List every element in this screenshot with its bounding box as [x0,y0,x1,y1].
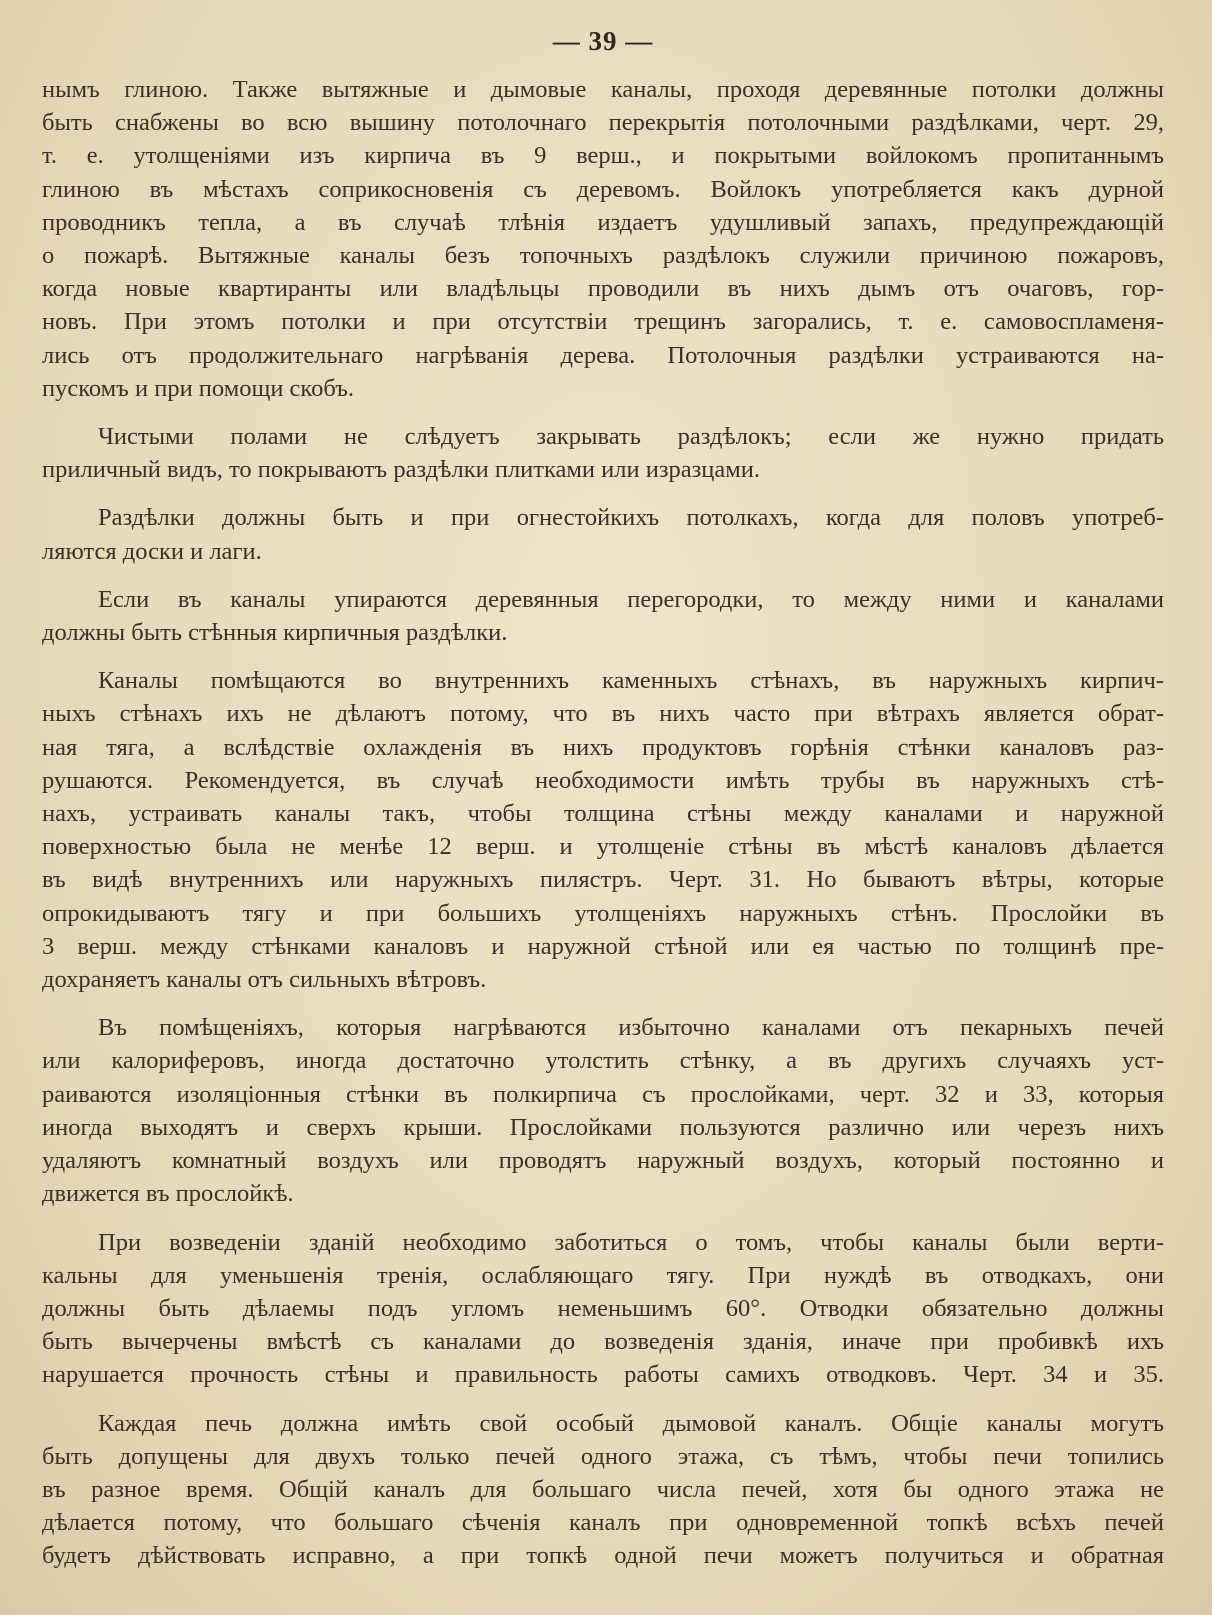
text-line: пускомъ и при помощи скобъ. [42,374,354,402]
paragraph [42,1226,1164,1392]
text-line: ная тяга, а вслѣдствіе охлажденія въ нихъ продуктовъ горѣнія стѣнки каналовъ раз- [42,733,1164,761]
text-line: Чистыми полами не слѣдуетъ закрывать раздѣлокъ; если же нужно придать [98,423,1164,451]
text-line: новъ. При этомъ потолки и при отсутствіи трещинъ загорались, т. е. самовоспламеня- [42,308,1164,336]
text-line: рушаются. Рекомендуется, въ случаѣ необходимости имѣть трубы въ наружныхъ стѣ- [42,766,1164,794]
page-number: — 39 — [552,26,654,56]
text-line: дохраняетъ каналы отъ сильныхъ вѣтровъ. [42,966,487,994]
text-line: или калориферовъ, иногда достаточно утолстить стѣнку, а въ другихъ случаяхъ уст- [42,1047,1164,1075]
body-text [42,73,1164,1573]
paragraph [42,1407,1164,1573]
text-line: нахъ, устраивать каналы такъ, чтобы толщина стѣны между каналами и наружной [42,800,1164,828]
text-line: о пожарѣ. Вытяжные каналы безъ топочныхъ раздѣлокъ служили причиною пожаровъ, [42,242,1164,270]
text-line: Если въ каналы упираются деревянныя перегородки, то между ними и каналами [98,585,1164,613]
paragraph [42,583,1164,649]
text-line: ныхъ стѣнахъ ихъ не дѣлаютъ потому, что въ нихъ часто при вѣтрахъ является обрат- [42,700,1164,728]
text-line: когда новые квартиранты или владѣльцы проводили въ нихъ дымъ отъ очаговъ, гор- [42,275,1164,303]
text-line: ляются доски и лаги. [42,537,262,565]
paragraph [42,73,1164,405]
text-line: въ видѣ внутреннихъ или наружныхъ пилястръ. Черт. 31. Но бываютъ вѣтры, которые [42,866,1164,894]
text-line: быть допущены для двухъ только печей одного этажа, съ тѣмъ, чтобы печи топились [42,1442,1164,1470]
text-line: быть снабжены во всю вышину потолочнаго перекрытія потолочными раздѣлками, черт. 29, [42,109,1164,137]
text-line: опрокидываютъ тягу и при большихъ утолщеніяхъ наружныхъ стѣнъ. Прослойки въ [42,899,1164,927]
text-line: Въ помѣщеніяхъ, которыя нагрѣваются избыточно каналами отъ пекарныхъ печей [98,1014,1164,1042]
paragraph [42,501,1164,567]
text-line: раиваются изоляціонныя стѣнки въ полкирпича съ прослойками, черт. 32 и 33, которыя [42,1080,1164,1108]
text-line: Раздѣлки должны быть и при огнестойкихъ потолкахъ, когда для половъ употреб- [98,504,1164,532]
text-line: удаляютъ комнатный воздухъ или проводятъ наружный воздухъ, который постоянно и [42,1147,1164,1175]
paragraph [42,420,1164,486]
text-line: т. е. утолщеніями изъ кирпича въ 9 верш., и покрытыми войлокомъ пропитаннымъ [42,142,1164,170]
text-line: иногда выходятъ и сверхъ крыши. Прослойками пользуются различно или черезъ нихъ [42,1113,1164,1141]
text-line: Каждая печь должна имѣть свой особый дымовой каналъ. Общіе каналы могутъ [98,1409,1164,1437]
text-line: поверхностью была не менѣе 12 верш. и утолщеніе стѣны въ мѣстѣ каналовъ дѣлается [42,833,1164,861]
text-line: дѣлается потому, что большаго сѣченія каналъ при одновременной топкѣ всѣхъ печей [42,1509,1164,1537]
page [42,26,1164,1588]
paragraph [42,664,1164,996]
text-line: лись отъ продолжительнаго нагрѣванія дерева. Потолочныя раздѣлки устраиваются на- [42,341,1164,369]
text-line: въ разное время. Общій каналъ для большаго числа печей, хотя бы одного этажа не [42,1475,1164,1503]
text-line: Каналы помѣщаются во внутреннихъ каменныхъ стѣнахъ, въ наружныхъ кирпич- [98,667,1164,695]
paragraph [42,1011,1164,1210]
text-line: должны быть дѣлаемы подъ угломъ неменьшимъ 60°. Отводки обязательно должны [42,1294,1164,1322]
text-line: движется въ прослойкѣ. [42,1180,294,1208]
text-line: 3 верш. между стѣнками каналовъ и наружной стѣной или ея частью по толщинѣ пре- [42,932,1164,960]
text-line: будетъ дѣйствовать исправно, а при топкѣ одной печи можетъ получиться и обратная [42,1542,1164,1570]
text-line: проводникъ тепла, а въ случаѣ тлѣнія издаетъ удушливый запахъ, предупреждающій [42,208,1164,236]
text-line: При возведеніи зданій необходимо заботиться о томъ, чтобы каналы были верти- [98,1228,1164,1256]
text-line: глиною въ мѣстахъ соприкосновенія съ деревомъ. Войлокъ употребляется какъ дурной [42,175,1164,203]
text-line: приличный видъ, то покрываютъ раздѣлки плитками или изразцами. [42,456,761,484]
text-line: нымъ глиною. Также вытяжные и дымовые каналы, проходя деревянные потолки должны [42,76,1164,103]
text-line: быть вычерчены вмѣстѣ съ каналами до возведенія зданія, иначе при пробивкѣ ихъ [42,1328,1164,1356]
text-line: нарушается прочность стѣны и правильность работы самихъ отводковъ. Черт. 34 и 35. [42,1361,1164,1389]
text-line: кальны для уменьшенія тренія, ослабляющаго тягу. При нуждѣ въ отводкахъ, они [42,1261,1164,1289]
text-line: должны быть стѣнныя кирпичныя раздѣлки. [42,619,508,647]
